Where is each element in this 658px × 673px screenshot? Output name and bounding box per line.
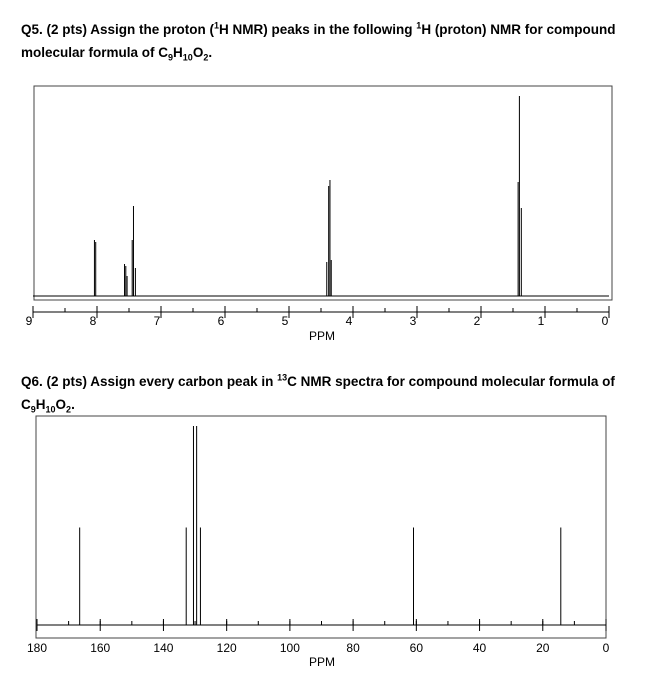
q5-text-part: 10 — [182, 52, 193, 63]
q5-text-part: O — [192, 45, 204, 60]
x-tick-label: 140 — [153, 641, 174, 655]
x-tick-label: 4 — [345, 314, 353, 328]
q5-text-part: Q5. (2 pts) Assign the proton ( — [21, 22, 215, 37]
x-tick-label: 3 — [409, 314, 417, 328]
x-tick-label: 120 — [216, 641, 237, 655]
x-tick-label: 9 — [25, 314, 33, 328]
x-tick-label: 7 — [153, 314, 161, 328]
q6-text-part: Q6. (2 pts) Assign every carbon peak in — [21, 374, 278, 389]
q6-text-part: . — [71, 397, 75, 412]
x-tick-label: 40 — [472, 641, 487, 655]
x-tick-label: 80 — [346, 641, 360, 655]
q6-text-part: 10 — [45, 404, 56, 415]
x-tick-label: 180 — [26, 641, 48, 655]
q6-text-part: 9 — [30, 404, 36, 415]
plot-frame — [36, 416, 606, 638]
x-tick-label: 20 — [536, 641, 550, 655]
q5-text-part: 1 — [416, 20, 422, 31]
q5-text-part: H — [173, 45, 183, 60]
q6-text-part: O — [55, 397, 67, 412]
x-axis-label: PPM — [308, 329, 336, 343]
x-tick-label: 0 — [602, 641, 610, 655]
plot-frame — [34, 86, 612, 300]
x-tick-label: 60 — [409, 641, 424, 655]
q6-text-part: H — [35, 397, 46, 412]
q6-text-part: 2 — [66, 404, 72, 415]
x-tick-label: 2 — [473, 314, 481, 328]
q6-text-part: C NMR spectra for compound molecular formula of C — [21, 374, 615, 412]
q5-text-part: H (proton) NMR for compound molecular formula of C — [21, 22, 616, 60]
x-tick-label: 0 — [601, 314, 609, 328]
x-tick-label: 6 — [217, 314, 225, 328]
q5-text-part: . — [208, 45, 213, 60]
x-tick-label: 160 — [90, 641, 111, 655]
x-tick-label: 5 — [281, 314, 289, 328]
q5-text-part: 1 — [214, 20, 220, 31]
x-axis-label: PPM — [308, 655, 336, 669]
q5-text-part: 2 — [203, 52, 209, 63]
x-tick-label: 8 — [89, 314, 97, 328]
c13-nmr-chart — [27, 416, 610, 669]
x-tick-label: 1 — [537, 314, 545, 328]
q5-text-part: 9 — [168, 52, 174, 63]
x-tick-label: 100 — [279, 641, 300, 655]
h1-nmr-chart — [26, 86, 612, 343]
q6-text-part: 13 — [277, 372, 288, 383]
q5-text-part: H NMR) peaks in the following — [219, 22, 417, 37]
